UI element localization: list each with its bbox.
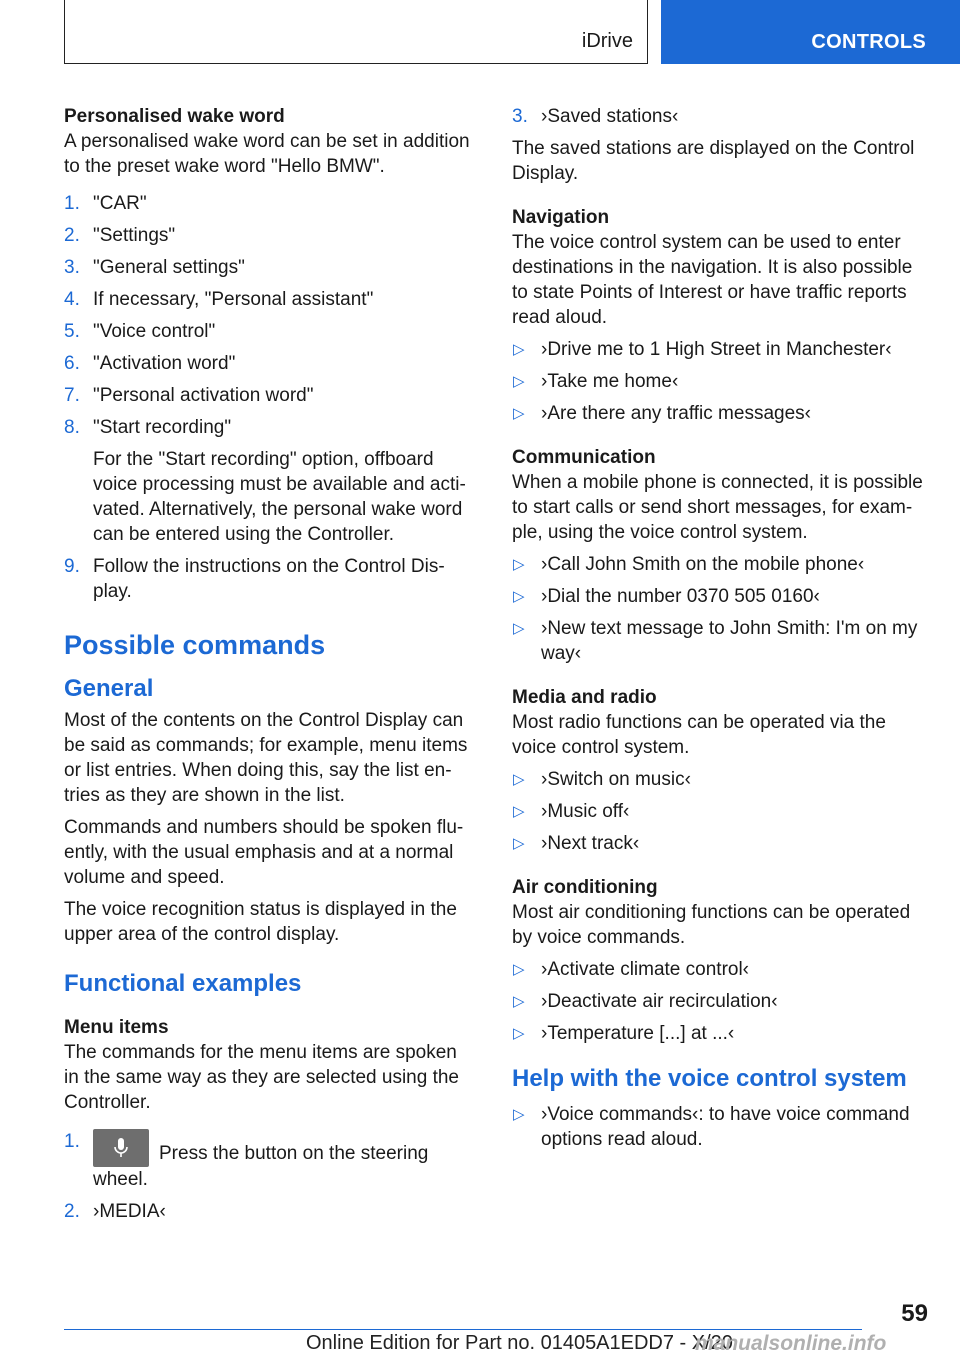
step-number: 4.	[64, 289, 80, 310]
step-text: "General settings"	[93, 257, 245, 278]
media-heading: Media and radio	[512, 687, 657, 708]
command-text: ›New text message to John Smith: I'm on my way‹	[541, 618, 918, 664]
voice-button-image	[93, 1129, 149, 1167]
microphone-icon	[113, 1137, 129, 1159]
list-item	[512, 831, 930, 856]
list-item	[64, 223, 474, 248]
chapter-title: CONTROLS	[811, 31, 926, 53]
list-item	[64, 1199, 474, 1224]
edition-text: Online Edition for Part no. 01405A1EDD7 - X/20	[306, 1332, 733, 1354]
step-text: "Settings"	[93, 225, 176, 246]
triangle-bullet-icon: ▷	[513, 835, 525, 852]
help-commands	[512, 1102, 930, 1152]
list-item	[64, 287, 474, 312]
triangle-bullet-icon: ▷	[513, 341, 525, 358]
list-item	[512, 584, 930, 609]
step-text: "Start recording"	[93, 417, 232, 438]
triangle-bullet-icon: ▷	[513, 373, 525, 390]
help-heading: Help with the voice control system	[512, 1065, 907, 1092]
step-text: "Activation word"	[93, 353, 236, 374]
general-paragraph-2: Commands and numbers should be spoken fluently, with the usual emphasis and at a normal volume and speed.	[64, 817, 464, 888]
communication-text: When a mobile phone is connected, it is possible to start calls or send short messages, for example, using the voice control system.	[512, 472, 923, 543]
step-number: 9.	[64, 556, 80, 577]
command-text: ›Switch on music‹	[541, 769, 691, 790]
step-text: "Personal activation word"	[93, 385, 314, 406]
air-conditioning-text: Most air conditioning functions can be operated by voice commands.	[512, 902, 911, 948]
navigation-heading: Navigation	[512, 207, 610, 228]
list-item	[64, 415, 474, 547]
step-number: 7.	[64, 385, 80, 406]
wake-word-heading: Personalised wake word	[64, 106, 285, 127]
command-text: ›Next track‹	[541, 833, 640, 854]
list-item	[64, 554, 474, 604]
list-item	[512, 401, 930, 426]
list-item	[512, 552, 930, 577]
general-paragraph-3: The voice recognition status is displayed in the upper area of the control display.	[64, 899, 457, 945]
triangle-bullet-icon: ▷	[513, 405, 525, 422]
menu-items-heading: Menu items	[64, 1017, 169, 1038]
command-text: ›Call John Smith on the mobile phone‹	[541, 554, 865, 575]
wake-word-steps	[64, 191, 474, 604]
step-number: 3.	[512, 106, 528, 127]
page-number: 59	[901, 1300, 928, 1327]
triangle-bullet-icon: ▷	[513, 588, 525, 605]
step-number: 2.	[64, 1201, 80, 1222]
step-text: Follow the instructions on the Control Display.	[93, 556, 445, 602]
command-text: ›Are there any traffic messages‹	[541, 403, 811, 424]
general-heading: General	[64, 675, 154, 702]
right-column	[512, 104, 930, 1159]
footer-divider	[64, 1329, 862, 1330]
triangle-bullet-icon: ▷	[513, 1025, 525, 1042]
command-text: ›Deactivate air recirculation‹	[541, 991, 778, 1012]
step-number: 5.	[64, 321, 80, 342]
command-text: ›Voice commands‹: to have voice command options read aloud.	[541, 1104, 910, 1150]
step-number: 6.	[64, 353, 80, 374]
list-item	[512, 1021, 930, 1046]
list-item	[64, 351, 474, 376]
menu-steps-continued	[512, 104, 930, 129]
step-note: For the "Start recording" option, offboard voice processing must be available and activated. Alternatively, the personal wake word can be entered using the Controller.	[93, 449, 466, 545]
triangle-bullet-icon: ▷	[513, 1106, 525, 1123]
header-section-box	[64, 0, 648, 64]
step-number: 3.	[64, 257, 80, 278]
media-text: Most radio functions can be operated via the voice control system.	[512, 712, 886, 758]
step-text: Press the button on the steering wheel.	[93, 1143, 429, 1190]
step-number: 1.	[64, 193, 80, 214]
step-text: "CAR"	[93, 193, 147, 214]
step-number: 2.	[64, 225, 80, 246]
list-item	[512, 957, 930, 982]
step-text: ›Saved stations‹	[541, 106, 679, 127]
watermark: manualsonline.info	[695, 1332, 887, 1355]
command-text: ›Temperature [...] at ...‹	[541, 1023, 735, 1044]
air-conditioning-commands	[512, 957, 930, 1046]
step-number: 1.	[64, 1131, 80, 1152]
triangle-bullet-icon: ▷	[513, 803, 525, 820]
command-text: ›Activate climate control‹	[541, 959, 750, 980]
list-item	[512, 104, 930, 129]
list-item	[64, 1129, 474, 1192]
media-commands	[512, 767, 930, 856]
list-item	[64, 383, 474, 408]
triangle-bullet-icon: ▷	[513, 556, 525, 573]
step-text: ›MEDIA‹	[93, 1201, 166, 1222]
command-text: ›Music off‹	[541, 801, 630, 822]
list-item	[64, 255, 474, 280]
air-conditioning-heading: Air conditioning	[512, 877, 658, 898]
navigation-commands	[512, 337, 930, 426]
list-item	[64, 319, 474, 344]
triangle-bullet-icon: ▷	[513, 771, 525, 788]
command-text: ›Dial the number 0370 505 0160‹	[541, 586, 820, 607]
triangle-bullet-icon: ▷	[513, 993, 525, 1010]
step-text: "Voice control"	[93, 321, 216, 342]
list-item	[512, 616, 930, 666]
step-text: If necessary, "Personal assistant"	[93, 289, 374, 310]
list-item	[64, 191, 474, 216]
left-column	[64, 104, 474, 1231]
step-number: 8.	[64, 417, 80, 438]
list-item	[512, 799, 930, 824]
menu-items-text: The commands for the menu items are spoken in the same way as they are selected using the Controller.	[64, 1042, 460, 1113]
list-item	[512, 337, 930, 362]
list-item	[512, 1102, 930, 1152]
list-item	[512, 767, 930, 792]
wake-word-text: A personalised wake word can be set in addition to the preset wake word "Hello BMW".	[64, 131, 470, 177]
header-chapter-tab	[661, 0, 960, 64]
communication-commands	[512, 552, 930, 666]
list-item	[512, 989, 930, 1014]
communication-heading: Communication	[512, 447, 656, 468]
section-title: iDrive	[581, 30, 633, 52]
list-item	[512, 369, 930, 394]
general-paragraph-1: Most of the contents on the Control Display can be said as commands; for example, menu items or list entries. When doing this, say the list entries as they are shown in the list.	[64, 710, 468, 806]
menu-steps	[64, 1129, 474, 1224]
command-text: ›Take me home‹	[541, 371, 679, 392]
navigation-text: The voice control system can be used to enter destinations in the navigation. It is also possible to state Points of Interest or have traffic reports read aloud.	[512, 232, 913, 328]
functional-examples-heading: Functional examples	[64, 970, 302, 997]
saved-stations-text: The saved stations are displayed on the Control Display.	[512, 138, 915, 184]
possible-commands-heading: Possible commands	[64, 630, 326, 660]
triangle-bullet-icon: ▷	[513, 961, 525, 978]
command-text: ›Drive me to 1 High Street in Manchester‹	[541, 339, 892, 360]
triangle-bullet-icon: ▷	[513, 620, 525, 637]
